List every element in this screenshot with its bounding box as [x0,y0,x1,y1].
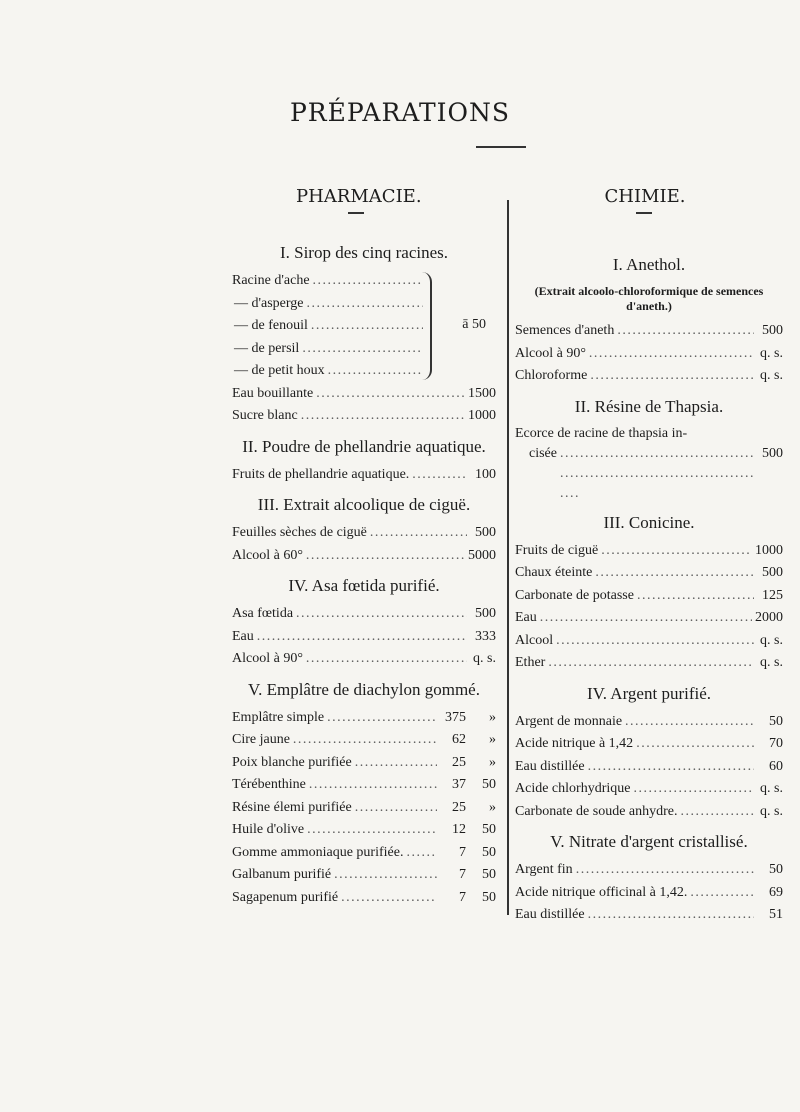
list-item: Argent de monnaie . . . 50 [515,711,783,734]
list-item: Chaux éteinte . . . 500 [515,562,783,585]
list-item: Cire jaune . . . 62 » [232,729,496,752]
list-item: Alcool . . . q. s. [515,630,783,653]
list-item: Térébenthine . . . 37 50 [232,774,496,797]
list-item: Alcool à 90° . . . q. s. [515,343,783,366]
list-item: Ether . . . q. s. [515,652,783,675]
list-item: Eau bouillante . . . 1500 [232,383,496,406]
pharmacie-heading: PHARMACIE. [296,186,422,207]
section-title: III. Extrait alcoolique de ciguë. [257,495,471,514]
list-item: Poix blanche purifiée . . . 25 » [232,752,496,775]
pharmacie-heading-dash [348,212,364,214]
title-rule [476,146,526,148]
section-title: III. Conicine. [603,512,695,532]
list-item: Fruits de ciguë . . . 1000 [515,540,783,563]
list-item: Gomme ammoniaque purifiée. . . . 7 50 [232,842,496,865]
list-item: Asa fœtida . . . 500 [232,603,496,626]
list-item: — d'asperge . . . [232,293,496,316]
chimie-heading: CHIMIE. [604,186,686,207]
list-item: Acide nitrique officinal à 1,42. . . . 69 [515,882,783,905]
section-title: I. Sirop des cinq racines. [279,243,449,262]
list-item: — de persil . . . [232,338,496,361]
pharmacie-column [232,234,496,909]
list-item: Chloroforme . . . q. s. [515,365,783,388]
chimie-heading-dash [636,212,652,214]
section-title: I. Anethol. [612,255,686,274]
list-item: Huile d'olive . . . 12 50 [232,819,496,842]
list-item: Carbonate de potasse . . . 125 [515,585,783,608]
brace-quantity: ā 50 [462,317,486,332]
list-item: Racine d'ache . . . [232,270,496,293]
page-title: PRÉPARATIONS [289,98,511,127]
list-item: Galbanum purifié . . . 7 50 [232,864,496,887]
list-item: Eau distillée . . . 60 [515,756,783,779]
list-item: Sucre blanc . . . 1000 [232,405,496,428]
brace-group [232,270,496,383]
list-item: Eau . . . 333 [232,626,496,649]
list-item: Argent fin . . . 50 [515,859,783,882]
list-item: Alcool à 90° . . . q. s. [232,648,496,671]
list-item: Carbonate de soude anhydre. . . . q. s. [515,801,783,824]
list-item: Alcool à 60° . . . 5000 [232,545,496,568]
section-title: IV. Argent purifié. [586,683,712,703]
column-divider [507,200,509,915]
section-subtitle: (Extrait alcoolo-chloroformique de semences d'aneth.) [534,284,764,313]
list-item: Ecorce de racine de thapsia in- cisée . . . 500 [515,424,783,504]
brace [422,272,432,380]
list-item: Semences d'aneth . . . 500 [515,320,783,343]
list-item: Acide chlorhydrique . . . q. s. [515,778,783,801]
list-item: Eau . . . 2000 [515,607,783,630]
list-item: Emplâtre simple . . . 375 » [232,707,496,730]
list-item: Résine élemi purifiée . . . 25 » [232,797,496,820]
section-title: II. Poudre de phellandrie aquatique. [242,436,486,456]
list-item: Acide nitrique à 1,42 . . . 70 [515,733,783,756]
chimie-column [515,246,783,927]
section-title: V. Nitrate d'argent cristallisé. [550,832,748,851]
section-title: V. Emplâtre de diachylon gommé. [248,679,480,699]
section-title: IV. Asa fœtida purifié. [288,576,440,595]
section-title: II. Résine de Thapsia. [574,396,724,416]
list-item: — de fenouil . . . [232,315,496,338]
list-item: Feuilles sèches de ciguë . . . 500 [232,522,496,545]
list-item: — de petit houx . . . [232,360,496,383]
list-item: Eau distillée . . . 51 [515,904,783,927]
list-item: Fruits de phellandrie aquatique. . . . 100 [232,464,496,487]
list-item: Sagapenum purifié . . . 7 50 [232,887,496,910]
